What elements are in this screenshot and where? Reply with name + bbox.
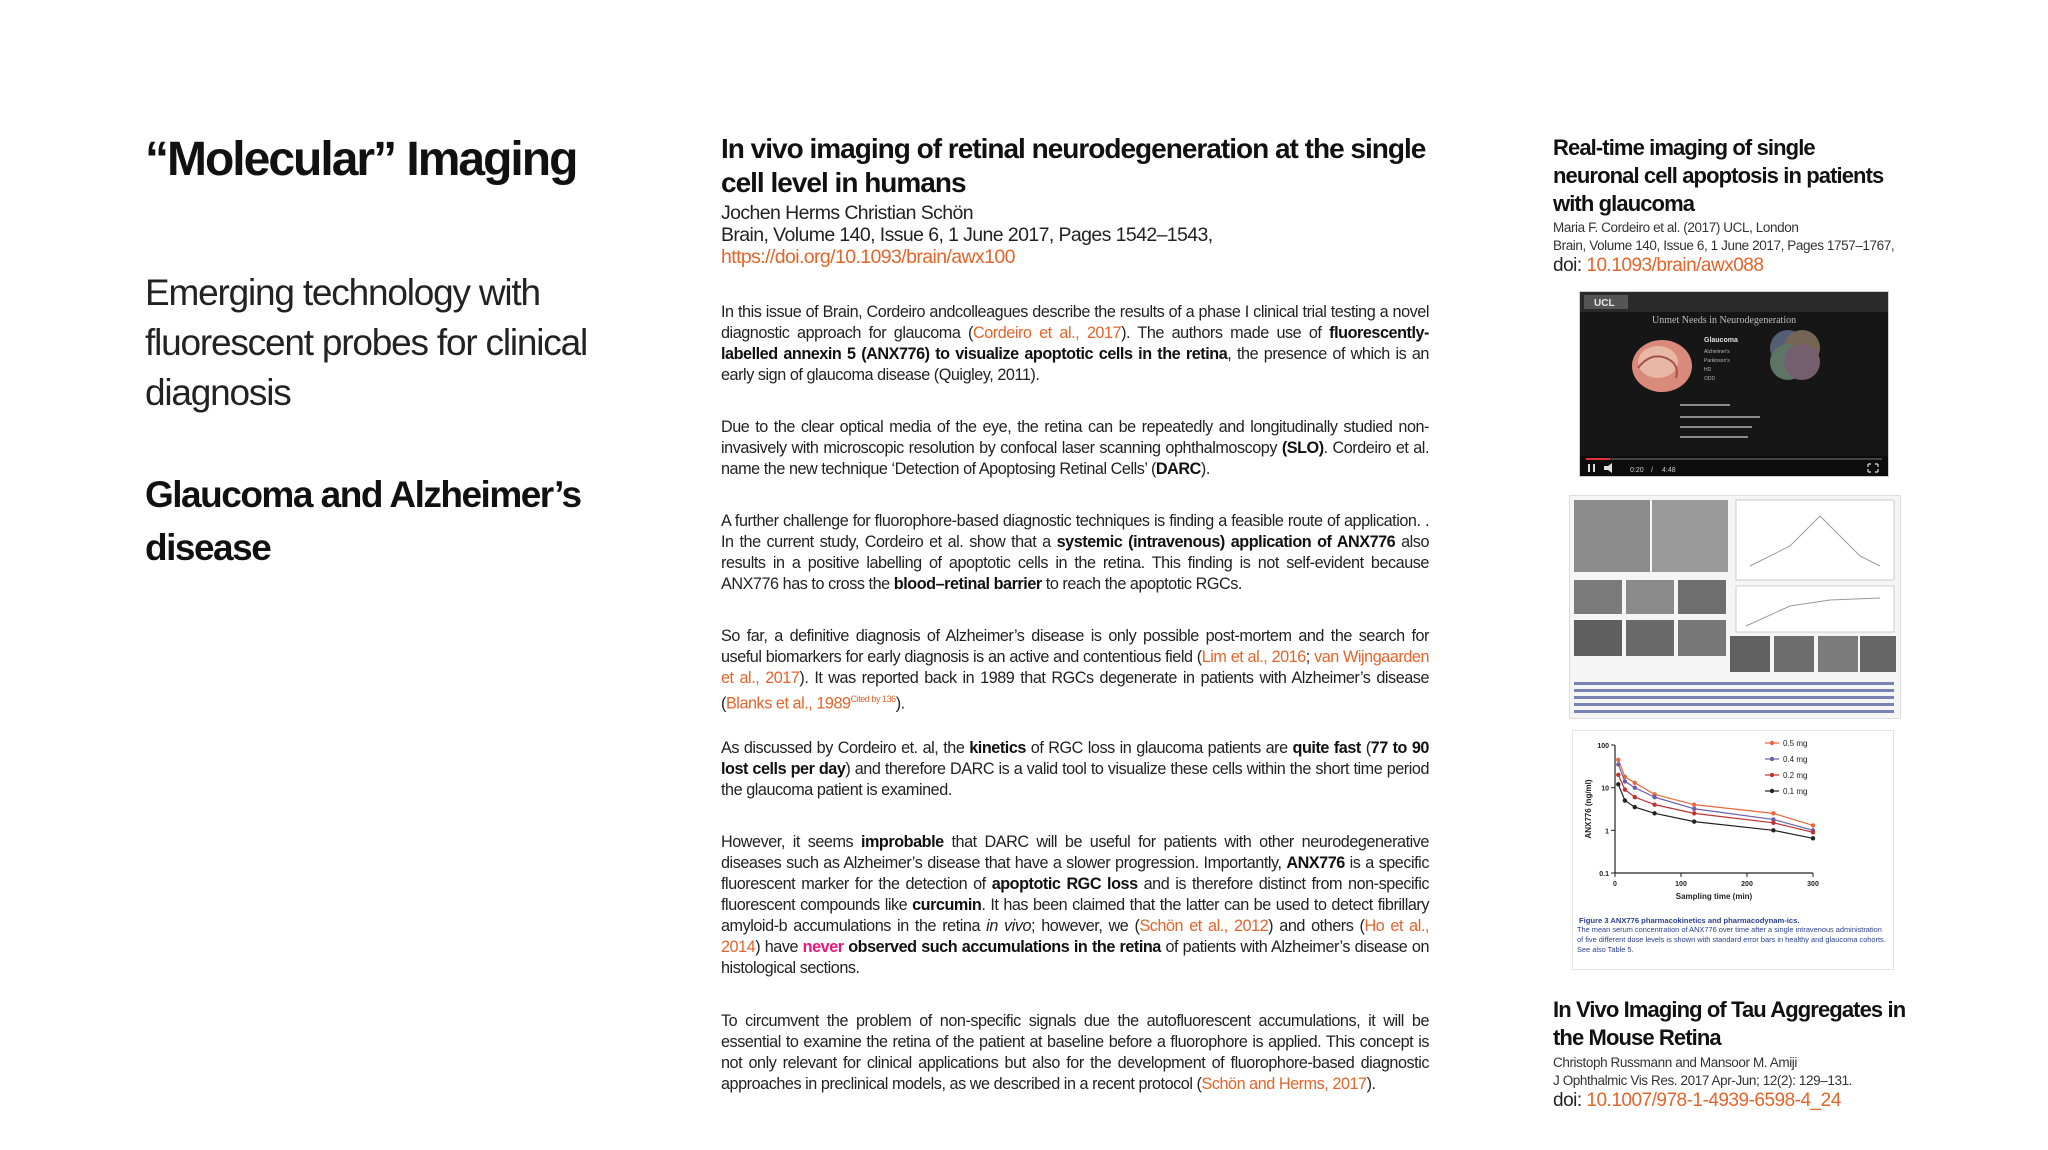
video-list-title: Glaucoma [1704,337,1738,344]
data-point [1616,762,1620,766]
highlight-never: never [802,938,844,956]
data-point [1623,787,1627,791]
video-list-item: Alzheimer's [1704,349,1730,355]
x-tick-label: 100 [1675,881,1687,888]
article-doi-link[interactable]: https://doi.org/10.1093/brain/awx100 [721,246,1015,268]
video-list-item: Parkinson's [1704,358,1730,364]
figure-3-chart [1572,730,1894,970]
video-frame [1580,292,1888,476]
data-point [1623,779,1627,783]
video-logo: UCL [1594,298,1615,309]
legend-marker [1770,789,1774,793]
legend-label: 0.1 mg [1783,787,1808,796]
data-point [1811,836,1815,840]
figure-1-panels [1570,496,1900,718]
x-tick-label: 300 [1807,881,1819,888]
paragraph-1: In this issue of Brain, Cordeiro andcolleagues describe the results of a phase I clinical trial testing a novel diagnostic approach for glaucoma (Cordeiro et al., 2017). The authors made use of fluorescently-labelled annexin 5 (ANX776) to visualize apoptotic cells in the retina, the presence of which is an early sign of glaucoma disease (Quigley, 2011). [721,303,1429,384]
legend-label: 0.4 mg [1783,755,1808,764]
y-axis-label: ANX776 (ng/ml) [1584,779,1593,839]
chart-caption: The mean serum concentration of ANX776 over time after a single intravenous administration of five different dose levels is shown with standard error bars in healthy and glaucoma cohorts. See also Table 5. [1577,925,1886,954]
x-tick-label: 0 [1613,881,1617,888]
video-list-item: HD [1704,367,1712,373]
paragraph-5: As discussed by Cordeiro et. al, the kinetics of RGC loss in glaucoma patients are quite fast (77 to 90 lost cells per day) and therefore DARC is a valid tool to visualize these cells within the short time period the glaucoma patient is examined. [721,739,1429,799]
data-point [1633,785,1637,789]
data-point [1623,798,1627,802]
paragraph-6: However, it seems improbable that DARC will be useful for patients with other neurodegenerative diseases such as Alzheimer’s disease that have a slower progression. Importantly, ANX776 is a specific fluorescent marker for the detection of apoptotic RGC loss and is therefore distinct from non-specific fluorescent compounds like curcumin. It has been claimed that the latter can be used to detect fibrillary amyloid-b accumulations in the retina in vivo; however, we (Schön et al., 2012) and others (Ho et al., 2014) have never observed such accumulations in the retina of patients with Alzheimer’s disease on histological sections. [721,833,1430,977]
reference-1-journal: Brain, Volume 140, Issue 6, 1 June 2017, Pages 1757–1767, [1553,238,1895,253]
reference-2-authors: Christoph Russmann and Mansoor M. Amiji [1553,1055,1798,1070]
data-point [1633,781,1637,785]
video-list-item: ODD [1704,376,1716,382]
legend-marker [1770,757,1774,761]
slide-subtitle: Emerging technology with fluorescent probes for clinical diagnosis [145,272,587,413]
y-tick-label: 1 [1605,828,1609,836]
data-point [1652,811,1656,815]
reference-1-authors: Maria F. Cordeiro et al. (2017) UCL, London [1553,220,1799,235]
data-point [1692,811,1696,815]
slide-title: “Molecular” Imaging [145,133,577,186]
data-point [1633,795,1637,799]
article-authors: Jochen Herms Christian Schön [721,202,973,224]
legend-marker [1770,741,1774,745]
venn-diagram [1770,330,1820,380]
video-heading: Unmet Needs in Neurodegeneration [1652,315,1797,326]
data-point [1692,802,1696,806]
data-point [1692,819,1696,823]
reference-2-doi: doi: 10.1007/978-1-4939-6598-4_24 [1553,1090,1841,1111]
data-point [1811,830,1815,834]
data-point [1771,821,1775,825]
y-tick-label: 100 [1597,743,1609,750]
data-point [1633,805,1637,809]
article-meta [721,202,1213,268]
video-time-current: 0:20 [1630,467,1644,474]
citation-link[interactable]: Schön et al., 2012 [1139,917,1269,935]
legend-marker [1770,773,1774,777]
figure-1-thumbnail [1569,495,1901,719]
reference-2-doi-link[interactable]: 10.1007/978-1-4939-6598-4_24 [1586,1090,1841,1111]
data-point [1652,802,1656,806]
reference-1-doi-link[interactable]: 10.1093/brain/awx088 [1586,255,1764,276]
data-point [1692,807,1696,811]
article-title: In vivo imaging of retinal neurodegeneration at the single cell level in humans [721,133,1426,198]
x-tick-label: 200 [1741,881,1753,888]
video-player[interactable] [1579,291,1889,477]
article-journal: Brain, Volume 140, Issue 6, 1 June 2017, Pages 1542–1543, [721,224,1213,246]
brain-illustration [1632,340,1692,392]
reference-1-title: Real-time imaging of single neuronal cell apoptosis in patients with glaucoma [1553,135,1884,216]
x-axis-label: Sampling time (min) [1675,892,1753,901]
video-time-total: 4:48 [1662,467,1676,474]
citation-link[interactable]: Cordeiro et al., 2017 [973,324,1122,342]
data-point [1616,782,1620,786]
data-point [1652,795,1656,799]
citation-link[interactable]: Blanks et al., 1989 [725,694,851,713]
data-point [1616,758,1620,762]
citation-link[interactable]: Ho et al., 2014 [721,917,1429,956]
reference-2-journal: J Ophthalmic Vis Res. 2017 Apr-Jun; 12(2): 129–131. [1553,1073,1853,1088]
reference-2-title: In Vivo Imaging of Tau Aggregates in the Mouse Retina [1553,997,1906,1050]
paragraph-7: To circumvent the problem of non-specific signals due the autofluorescent accumulations, it will be essential to examine the retina of the patient at baseline before a fluorophore is applied. This concept is not only relevant for clinical applications but also for the development of fluorophore-based diagnostic approaches in preclinical models, as we described in a recent protocol (Schön and Herms, 2017). [721,1012,1429,1093]
section-heading: Glaucoma and Alzheimer’s disease [145,474,581,568]
reference-1-doi: doi: 10.1093/brain/awx088 [1553,255,1764,276]
video-time-sep: / [1651,467,1653,474]
y-tick-label: 0.1 [1599,871,1609,878]
chart-caption-bold: Figure 3 ANX776 pharmacokinetics and pharmacodynam-ics. [1579,916,1800,925]
y-tick-label: 10 [1601,785,1609,793]
data-point [1771,828,1775,832]
citation-link[interactable]: Schön and Herms, 2017 [1201,1075,1367,1093]
data-point [1771,811,1775,815]
pk-chart-svg [1573,731,1893,969]
data-point [1616,773,1620,777]
citation-link[interactable]: Lim et al., 2016 [1201,648,1306,666]
legend-label: 0.2 mg [1783,771,1808,780]
legend-label: 0.5 mg [1783,739,1808,748]
paragraph-4: So far, a definitive diagnosis of Alzheimer’s disease is only possible post-mortem and the search for useful biomarkers for early diagnosis is an active and contentious field (Lim et al., 2016; van Wijngaarden et al., 2017). It was reported back in 1989 that RGCs degenerate in patients with Alzheimer’s disease (Blanks et al., $1989^{Cited by 136}$). [721,627,1429,713]
citation-link[interactable]: van Wijngaarden et al., 2017 [721,648,1429,687]
paragraph-3: A further challenge for fluorophore-based diagnostic techniques is finding a feasible route of application. . In the current study, Cordeiro et al. show that a systemic (intravenous) application of ANX776 also results in a positive labelling of apoptotic cells in the retina. This finding is not self-evident because ANX776 has to cross the blood–retinal barrier to reach the apoptotic RGCs. [721,512,1430,593]
paragraph-2: Due to the clear optical media of the eye, the retina can be repeatedly and longitudinally studied non-invasively with microscopic resolution by confocal laser scanning ophthalmoscopy (SLO). Cordeiro et al. name the new technique ‘Detection of Apoptosing Retinal Cells’ (DARC). [721,418,1430,478]
data-point [1811,823,1815,827]
cited-by-count[interactable]: Cited by 136 [850,694,896,704]
